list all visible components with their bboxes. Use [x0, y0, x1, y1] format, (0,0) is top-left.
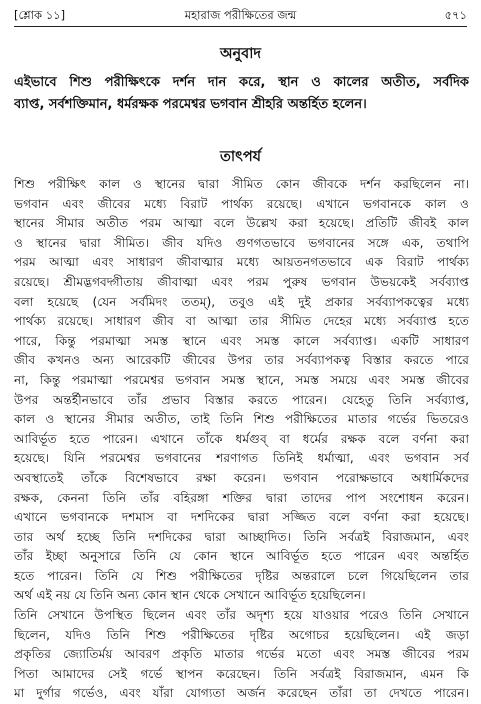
purport-line: মা দুর্গার গর্ভেও, এবং যাঁরা যোগ্যতা অর্জন করেছেন তাঁরা তা দেখতে পারেন। — [14, 686, 469, 701]
purport-line: উপর অন্তর্হীনভাবে তাঁর প্রভাব বিস্তার করতে পারেন। যেহেতু তিনি সর্বব্যাপ্ত, — [14, 392, 469, 407]
purport-heading: তাৎপর্য — [219, 149, 262, 165]
purport-line: রয়েছে। শ্রীমদ্ভগবদ্গীতায় জীবাত্মা এবং পরম পুরুষ ভগবান উভয়কেই সর্বব্যাপ্ত — [14, 274, 469, 289]
purport-line: তিনি সেখানে উপস্থিত ছিলেন এবং তাঁর অদৃশ্য হয়ে যাওয়ার পরেও তিনি সেখানে — [14, 608, 469, 623]
purport-text — [14, 175, 469, 704]
purport-line: না, কিন্তু পরমাত্মা পরমেশ্বর ভগবান সমস্ত স্থানে, সমস্ত সময়ে এবং সমস্ত জীবের — [14, 372, 469, 387]
purport-line: হতে পারেন। তিনি যে শিশু পরীক্ষিতের দৃষ্টির অন্তরালে চলে গিয়েছিলেন তার — [14, 568, 469, 583]
purport-line: শিশু পরীক্ষিৎ কাল ও স্থানের দ্বারা সীমিত কোন জীবকে দর্শন করছিলেন না। — [14, 177, 469, 191]
translation-line: ব্যাপ্ত, সর্বশক্তিমান, ধর্মরক্ষক পরমেশ্বর ভগবান শ্রীহরি অন্তর্হিত হলেন। — [14, 97, 367, 112]
translation-line: এইভাবে শিশু পরীক্ষিৎকে দর্শন দান করে, স্থান ও কালের অতীত, সর্বদিক — [14, 75, 469, 90]
purport-line: তাঁর ইচ্ছা অনুসারে তিনি যে কোন স্থানে আবির্ভূত হতে পারেন এবং অন্তর্হিত — [14, 549, 469, 564]
purport-line: পিতা আমাদের সেই গর্ভে স্থাপন করেছেন। তিনি সর্বত্রই বিরাজমান, এমন কি — [14, 666, 469, 681]
purport-line: হয়েছে। যিনি পরমেশ্বর ভগবানের শরণাগত তিনিই ধর্মাত্মা, এবং ভগবান সর্ব — [14, 451, 469, 466]
chapter-title: মহারাজ পরীক্ষিতের জন্ম — [184, 8, 297, 22]
purport-line: অর্থ এই নয় যে তিনি অন্য কোন স্থান থেকে সেখানে আবির্ভূত হয়েছিলেন। — [14, 588, 366, 603]
purport-line: পারে, কিন্তু পরমাত্মা সমস্ত স্থানে এবং সমস্ত কালে সর্বব্যাপ্ত। একটি সাধারণ — [14, 333, 469, 348]
purport-line: স্থানের সীমার অতীত পরম আত্মা বলে উল্লেখ করা হয়েছে। প্রতিটি জীবই কাল — [14, 216, 469, 231]
purport-line: তার অর্থ হচ্ছে তিনি দশদিকের দ্বারা আচ্ছাদিত। তিনি সর্বত্রই বিরাজমান, এবং — [14, 529, 469, 544]
purport-line: পরম আত্মা এবং সাধারণ জীবাত্মার মধ্যে আয়তনগতভাবে এক বিরাট পার্থক্য — [14, 255, 469, 270]
translation-heading: অনুবাদ — [219, 46, 262, 62]
purport-line: ছিলেন, যদিও তিনি শিশু পরীক্ষিতের দৃষ্টির অগোচর হয়েছিলেন। এই জড়া — [14, 627, 469, 642]
running-header — [14, 4, 467, 27]
purport-line: আবির্ভূত হতে পারেন। এখানে তাঁকে ধর্মগুব্ বা ধর্মের রক্ষক বলে বর্ণনা করা — [14, 431, 469, 446]
purport-line: ও স্থানের দ্বারা সীমিত। জীব যদিও গুণগতভাবে ভগবানের সঙ্গে এক, তথাপি — [14, 235, 469, 250]
purport-line: এখানে ভগবানকে দশমাস বা দশদিকের দ্বারা সজ্জিত বলে বর্ণনা করা হয়েছে। — [14, 510, 469, 525]
purport-line: অবস্থাতেই তাঁকে বিশেষভাবে রক্ষা করেন। ভগবান পরোক্ষভাবে অধার্মিকদের — [14, 470, 469, 485]
purport-line: পার্থক্য রয়েছে। সাধারণ জীব বা আত্মা তার সীমিত দেহের মধ্যে সর্বব্যাপ্ত হতে — [14, 314, 469, 329]
page-number: ৫৭১ — [444, 8, 467, 22]
verse-reference: [শ্লোক ১১] — [14, 8, 66, 22]
purport-line: রক্ষক, কেননা তিনি তাঁর বহিরঙ্গা শক্তির দ্বারা তাদের পাপ সংশোধন করেন। — [14, 490, 469, 505]
purport-line: বলা হয়েছে (যেন সর্বমিদং ততম্), তবুও এই দুই প্রকার সর্বব্যাপকত্বের মধ্যে — [14, 294, 469, 309]
translation-text — [14, 72, 469, 116]
purport-line: জীব কখনও অন্য আরেকটি জীবের উপর তার সর্বব্যাপকত্ব বিস্তার করতে পারে — [14, 353, 469, 368]
purport-line: ভগবান এবং জীবের মধ্যে বিরাট পার্থক্য রয়েছে। এখানে ভগবানকে কাল ও — [14, 196, 469, 211]
purport-line: প্রকৃতির জ্যোতির্ময় আবরণ প্রকৃতি মাতার গর্ভের মতো এবং সমস্ত জীবের পরম — [14, 647, 469, 662]
purport-line: কাল ও স্থানের সীমার অতীত, তাই তিনি শিশু পরীক্ষিতের মাতার গর্ভের ভিতরেও — [14, 412, 469, 427]
